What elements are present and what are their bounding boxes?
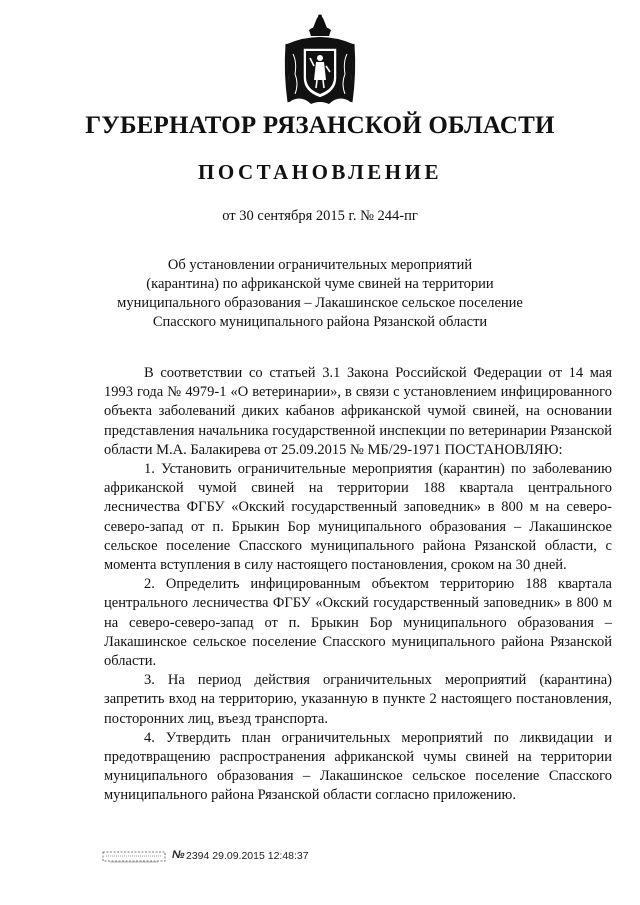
clause-paragraph: 2. Определить инфицированным объектом территорию 188 квартала центрального лесничества ФГБУ «Окский государственный заповедник» в 800 м на северо-северо-запад от п. Брыкин Бор муниципального образования – Лакашинское сельское поселение Спасского муниципального района Рязанской области. — [104, 576, 612, 670]
registration-number-timestamp: 2394 29.09.2015 12:48:37 — [186, 850, 309, 862]
clause-paragraph: 1. Установить ограничительные мероприятия (карантин) по заболеванию африканской чумой свиней на территории 188 квартала центрального лесничества ФГБУ «Окский государственный заповедник» в 800 м на северо-северо-запад от п. Брыкин Бор муниципального образования – Лакашинское сельское поселение Спасского муниципального района Рязанской области, с момента вступления в силу настоящего постановления, сроком на 30 дней. — [104, 461, 612, 574]
subject-line: Спасского муниципального района Рязанской области — [152, 314, 488, 330]
number-sign: № — [172, 849, 185, 861]
clause-paragraph: 4. Утвердить план ограничительных мероприятий по ликвидации и предотвращению распространения африканской чумы свиней на территории муниципального образования – Лакашинское сельское поселение Спасского муниципального района Рязанской области согласно приложению. — [104, 729, 612, 804]
print-stamp-icon — [102, 849, 166, 865]
subject-line: Об установлении ограничительных мероприятий — [167, 257, 473, 273]
document-type: ПОСТАНОВЛЕНИЕ — [198, 160, 442, 184]
issuing-authority: ГУБЕРНАТОР РЯЗАНСКОЙ ОБЛАСТИ — [85, 112, 555, 139]
clause-paragraph: 3. На период действия ограничительных мероприятий (карантина) запретить вход на территорию, указанную в пункте 2 настоящего постановления, посторонних лиц, въезд транспорта. — [104, 672, 612, 727]
document-body — [104, 364, 612, 806]
subject-line: муниципального образования – Лакашинское сельское поселение — [117, 295, 523, 311]
ryazan-coat-of-arms-icon — [283, 14, 357, 108]
document-subject — [110, 256, 530, 332]
preamble-paragraph: В соответствии со статьей 3.1 Закона Российской Федерации от 14 мая 1993 года № 4979-1 «О ветеринарии», в связи с установлением инфицированного объекта заболеваний диких кабанов африканской чумой свиней, на основании представления начальника государственной инспекции по ветеринарии Рязанской области М.А. Балакирева от 25.09.2015 № МБ/29-1971 ПОСТАНОВЛЯЮ: — [104, 365, 612, 458]
document-date-number: от 30 сентября 2015 г. № 244-пг — [222, 208, 418, 224]
subject-line: (карантина) по африканской чуме свиней на территории — [146, 276, 494, 292]
registration-footer — [102, 848, 402, 868]
